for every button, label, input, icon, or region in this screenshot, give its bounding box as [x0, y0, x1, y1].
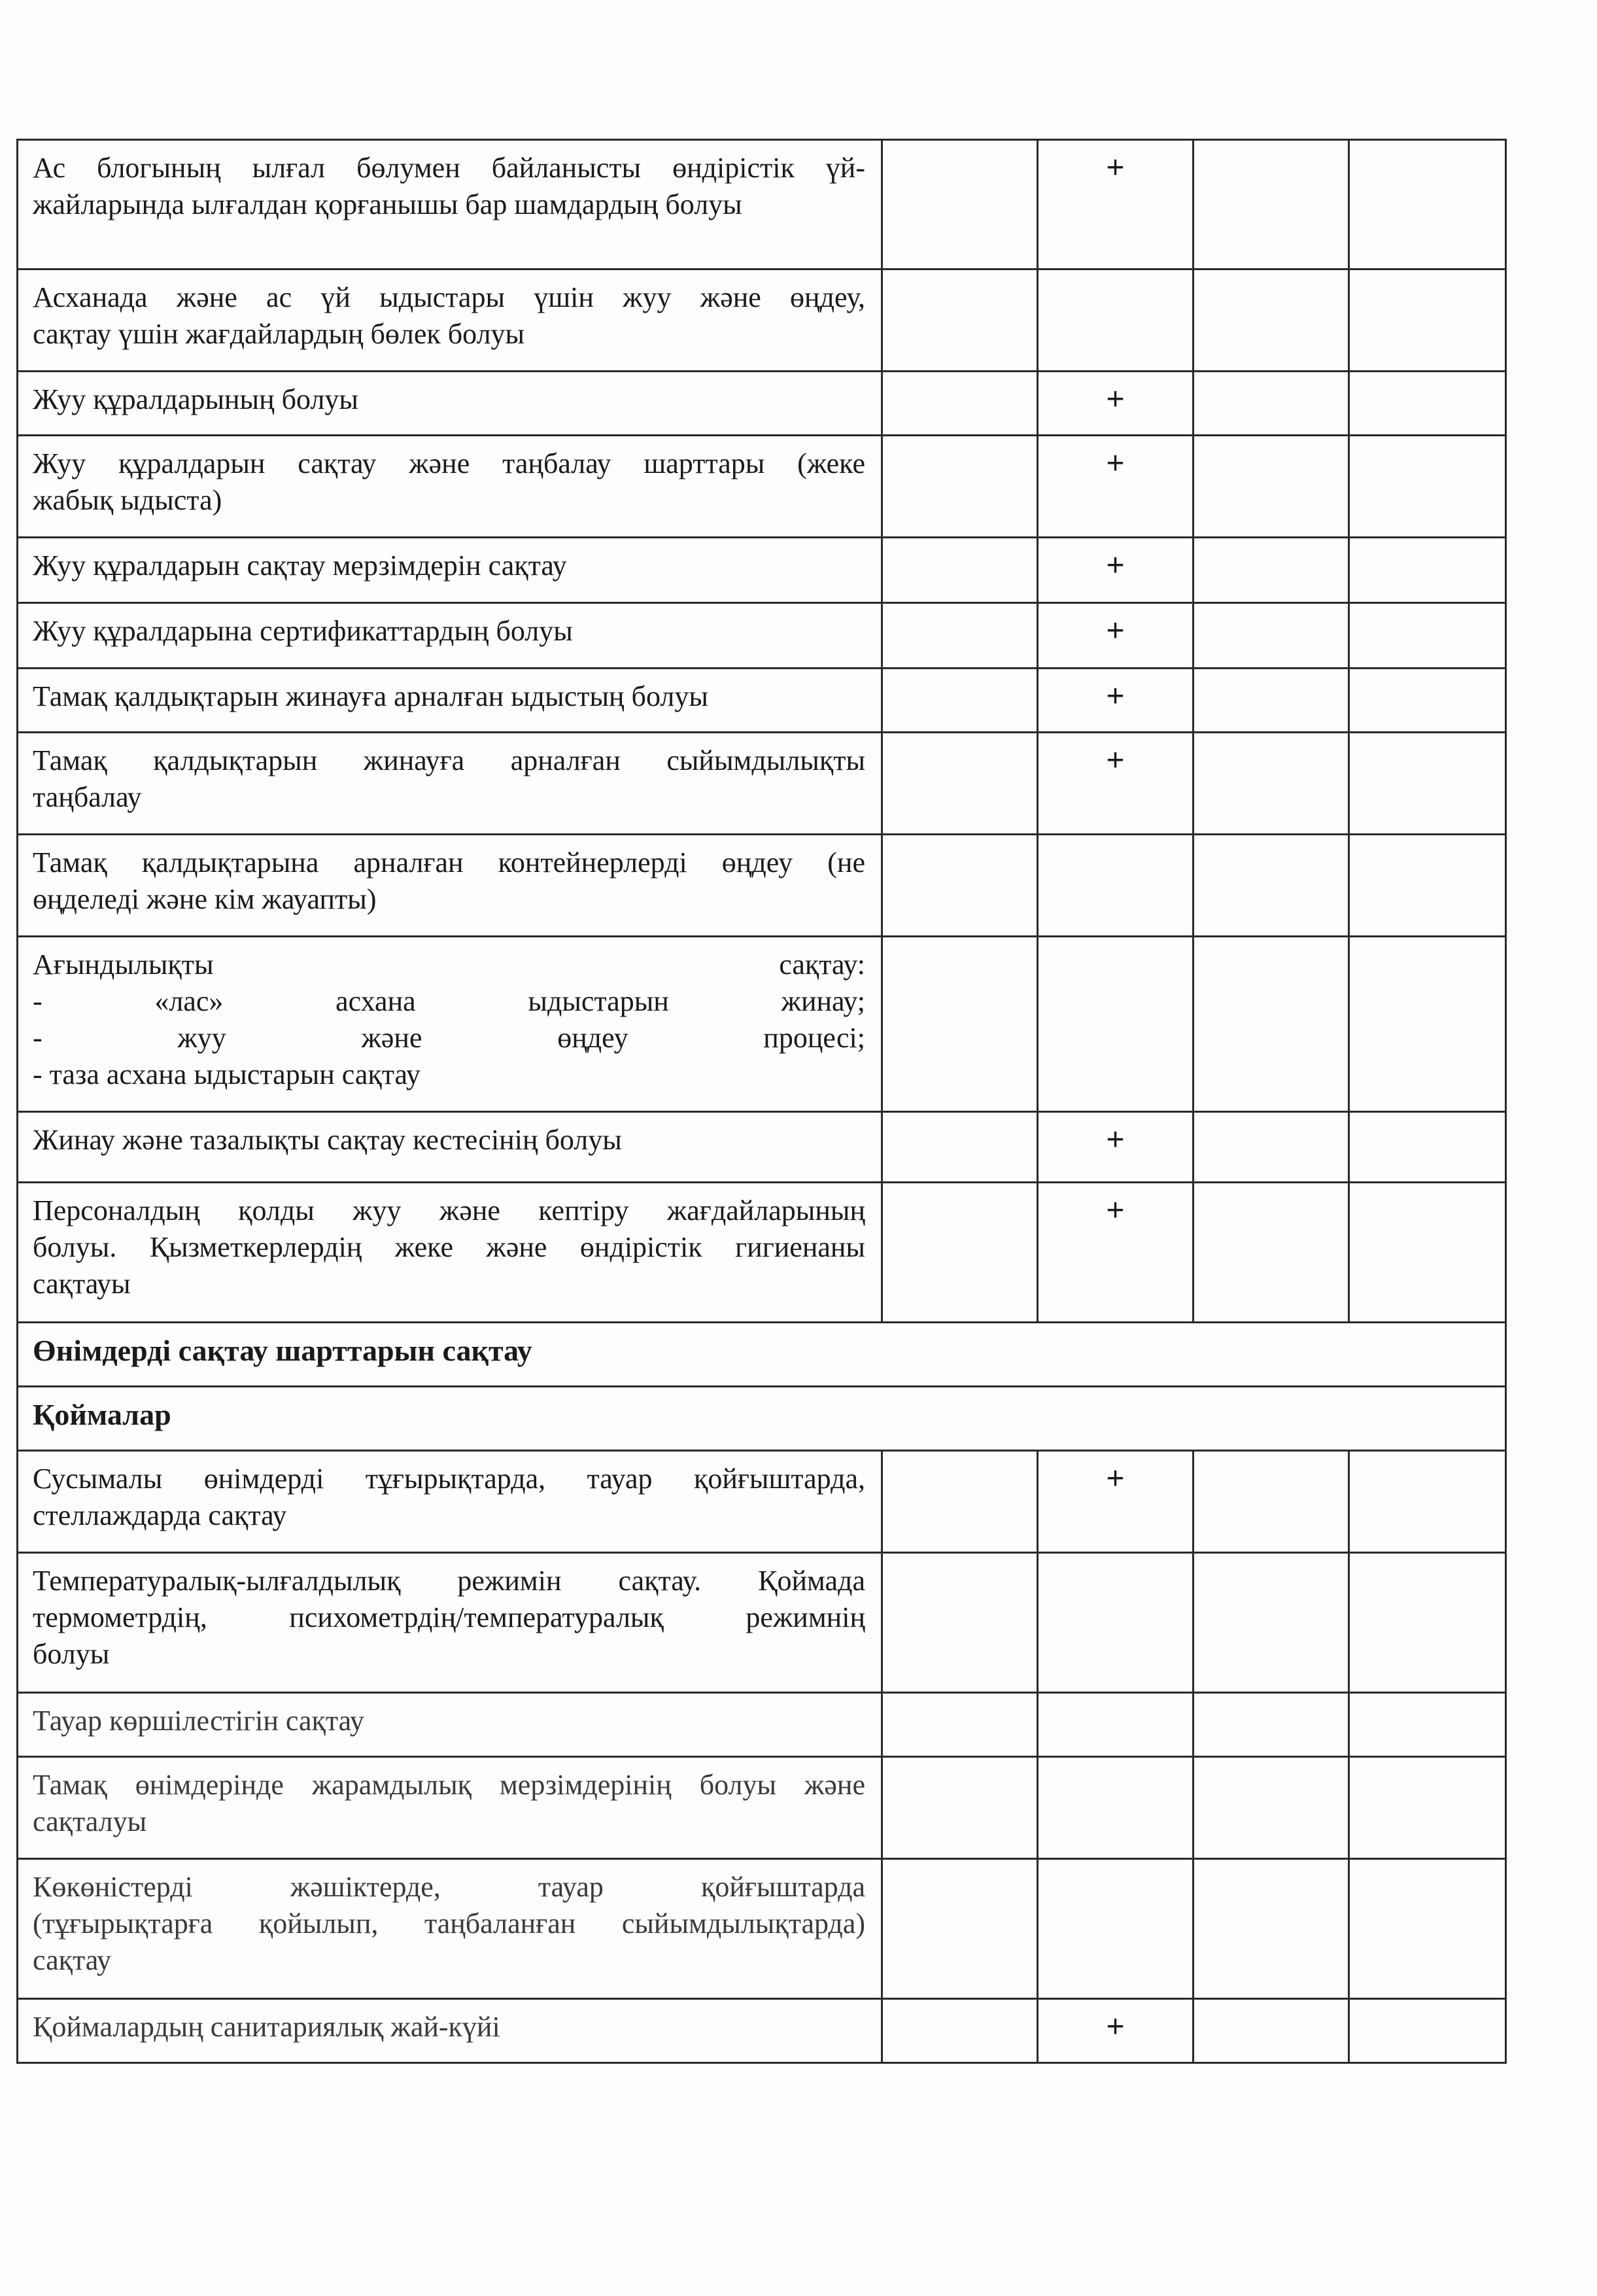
requirement-line: Жуу құралдарын сақтау және таңбалау шарттары (жеке: [33, 447, 865, 479]
requirement-line: - «лас» асхана ыдыстарын жинау;: [33, 985, 865, 1017]
mark-cell-1: [882, 270, 1038, 372]
mark-cell-1: [882, 140, 1038, 270]
mark-cell-3: [1193, 733, 1349, 835]
requirement-line: Сусымалы өнімдерді тұғырықтарда, тауар қойғыштарда,: [33, 1463, 865, 1495]
mark-cell-4: [1349, 1693, 1506, 1757]
mark-cell-4: [1349, 1999, 1506, 2063]
mark-cell-4: [1349, 1757, 1506, 1859]
mark-cell-3: [1193, 436, 1349, 538]
mark-cell-1: [882, 1999, 1038, 2063]
mark-cell-1: [882, 835, 1038, 937]
requirement-text: [18, 1999, 882, 2063]
requirement-line: Тауар көршілестігін сақтау: [33, 1705, 364, 1737]
mark-cell-1: [882, 538, 1038, 603]
mark-cell-4: [1349, 1451, 1506, 1553]
table-row: [18, 733, 1506, 835]
mark-cell-4: [1349, 937, 1506, 1112]
mark-cell-2: [1038, 1757, 1193, 1859]
mark-cell-4: [1349, 1183, 1506, 1323]
requirement-text: [18, 1112, 882, 1183]
mark-cell-1: [882, 1112, 1038, 1183]
mark-cell-1: [882, 669, 1038, 733]
requirement-line: өңделеді және кім жауапты): [33, 883, 377, 915]
requirement-text: [18, 270, 882, 372]
mark-cell-3: [1193, 1183, 1349, 1323]
mark-cell-2: +: [1038, 1183, 1193, 1323]
mark-cell-3: [1193, 835, 1349, 937]
requirement-line: Тамақ өнімдерінде жарамдылық мерзімдерінің болуы және: [33, 1769, 865, 1801]
mark-cell-1: [882, 1183, 1038, 1323]
requirement-line: термометрдің, психометрдің/температуралық режимнің: [33, 1601, 865, 1633]
requirement-text: [18, 1183, 882, 1323]
mark-cell-4: [1349, 140, 1506, 270]
table-row: [18, 372, 1506, 436]
requirement-line: сақталуы: [33, 1805, 147, 1837]
mark-cell-3: [1193, 669, 1349, 733]
table-row: [18, 1451, 1506, 1553]
requirement-line: сақтау үшін жағдайлардың бөлек болуы: [33, 318, 525, 350]
table-row: [18, 603, 1506, 669]
mark-cell-4: [1349, 436, 1506, 538]
requirement-line: Жуу құралдарына сертификаттардың болуы: [33, 615, 573, 647]
mark-cell-4: [1349, 835, 1506, 937]
mark-cell-1: [882, 1553, 1038, 1693]
mark-cell-2: +: [1038, 436, 1193, 538]
requirement-line: Қоймалардың санитариялық жай-күйі: [33, 2011, 500, 2043]
requirement-line: Тамақ қалдықтарына арналған контейнерлерді өңдеу (не: [33, 846, 865, 878]
requirement-line: Жинау және тазалықты сақтау кестесінің болуы: [33, 1124, 622, 1156]
mark-cell-4: [1349, 669, 1506, 733]
section-row: [18, 1323, 1506, 1387]
table-row: [18, 140, 1506, 270]
mark-cell-3: [1193, 538, 1349, 603]
mark-cell-4: [1349, 1553, 1506, 1693]
mark-cell-3: [1193, 372, 1349, 436]
mark-cell-3: [1193, 1859, 1349, 1999]
table-row: [18, 1112, 1506, 1183]
mark-cell-2: +: [1038, 140, 1193, 270]
requirement-text: [18, 1757, 882, 1859]
mark-cell-1: [882, 1451, 1038, 1553]
requirement-line: Ас блогының ылғал бөлумен байланысты өндірістік үй-: [33, 152, 865, 184]
mark-cell-2: +: [1038, 733, 1193, 835]
requirement-line: - таза асхана ыдыстарын сақтау: [33, 1058, 421, 1090]
requirement-line: стеллаждарда сақтау: [33, 1499, 287, 1531]
requirement-line: Персоналдың қолды жуу және кептіру жағдайларының: [33, 1194, 865, 1226]
requirement-text: [18, 937, 882, 1112]
table-row: [18, 1553, 1506, 1693]
table-row: [18, 1757, 1506, 1859]
table-row: [18, 436, 1506, 538]
requirement-text: [18, 669, 882, 733]
requirement-line: Ағындылықты сақтау:: [33, 948, 865, 981]
requirement-text: [18, 538, 882, 603]
mark-cell-1: [882, 1859, 1038, 1999]
requirement-line: жайларында ылғалдан қорғанышы бар шамдардың болуы: [33, 188, 742, 220]
mark-cell-4: [1349, 1112, 1506, 1183]
table-row: [18, 1999, 1506, 2063]
requirement-line: сақтау: [33, 1944, 112, 1976]
mark-cell-4: [1349, 538, 1506, 603]
requirement-line: Тамақ қалдықтарын жинауға арналған сыйымдылықты: [33, 744, 865, 776]
mark-cell-2: +: [1038, 1451, 1193, 1553]
requirement-text: [18, 436, 882, 538]
mark-cell-2: [1038, 1553, 1193, 1693]
mark-cell-1: [882, 937, 1038, 1112]
mark-cell-3: [1193, 603, 1349, 669]
requirement-line: болуы. Қызметкерлердің жеке және өндірістік гигиенаны: [33, 1231, 865, 1263]
mark-cell-4: [1349, 1859, 1506, 1999]
checklist-table: [16, 139, 1507, 2064]
mark-cell-2: [1038, 1693, 1193, 1757]
requirement-text: [18, 140, 882, 270]
mark-cell-2: +: [1038, 372, 1193, 436]
mark-cell-1: [882, 1757, 1038, 1859]
mark-cell-3: [1193, 937, 1349, 1112]
requirement-text: [18, 1859, 882, 1999]
requirement-text: [18, 1553, 882, 1693]
mark-cell-2: [1038, 1859, 1193, 1999]
requirement-line: Жуу құралдарының болуы: [33, 383, 358, 415]
section-heading: Қоймалар: [18, 1387, 1506, 1451]
mark-cell-1: [882, 1693, 1038, 1757]
mark-cell-4: [1349, 733, 1506, 835]
table-row: [18, 835, 1506, 937]
section-heading: Өнімдерді сақтау шарттарын сақтау: [18, 1323, 1506, 1387]
requirement-text: [18, 372, 882, 436]
requirement-line: - жуу және өңдеу процесі;: [33, 1022, 865, 1054]
requirement-line: таңбалау: [33, 781, 142, 813]
section-row: [18, 1387, 1506, 1451]
mark-cell-4: [1349, 270, 1506, 372]
requirement-line: жабық ыдыста): [33, 484, 222, 516]
mark-cell-3: [1193, 1693, 1349, 1757]
mark-cell-3: [1193, 1757, 1349, 1859]
table-row: [18, 1183, 1506, 1323]
requirement-text: [18, 1693, 882, 1757]
mark-cell-3: [1193, 1112, 1349, 1183]
mark-cell-3: [1193, 270, 1349, 372]
requirement-text: [18, 1451, 882, 1553]
mark-cell-3: [1193, 1999, 1349, 2063]
mark-cell-3: [1193, 140, 1349, 270]
requirement-line: Асханада және ас үй ыдыстары үшін жуу және өңдеу,: [33, 281, 865, 313]
requirement-line: Температуралық-ылғалдылық режимін сақтау. Қоймада: [33, 1565, 865, 1597]
mark-cell-2: +: [1038, 538, 1193, 603]
mark-cell-2: [1038, 835, 1193, 937]
mark-cell-1: [882, 436, 1038, 538]
requirement-line: (тұғырықтарға қойылып, таңбаланған сыйымдылықтарда): [33, 1907, 865, 1939]
mark-cell-1: [882, 372, 1038, 436]
table-row: [18, 538, 1506, 603]
mark-cell-1: [882, 603, 1038, 669]
mark-cell-2: +: [1038, 669, 1193, 733]
mark-cell-1: [882, 733, 1038, 835]
requirement-text: [18, 733, 882, 835]
requirement-line: Тамақ қалдықтарын жинауға арналған ыдыстың болуы: [33, 680, 708, 712]
requirement-line: сақтауы: [33, 1268, 131, 1300]
mark-cell-2: [1038, 270, 1193, 372]
requirement-line: болуы: [33, 1638, 110, 1670]
mark-cell-3: [1193, 1451, 1349, 1553]
mark-cell-2: [1038, 937, 1193, 1112]
requirement-line: Көкөністерді жәшіктерде, тауар қойғыштарда: [33, 1871, 865, 1903]
table-row: [18, 1693, 1506, 1757]
table-row: [18, 937, 1506, 1112]
requirement-text: [18, 603, 882, 669]
mark-cell-2: +: [1038, 1999, 1193, 2063]
mark-cell-4: [1349, 603, 1506, 669]
table-row: [18, 669, 1506, 733]
mark-cell-2: +: [1038, 603, 1193, 669]
mark-cell-2: +: [1038, 1112, 1193, 1183]
requirement-text: [18, 835, 882, 937]
mark-cell-4: [1349, 372, 1506, 436]
mark-cell-3: [1193, 1553, 1349, 1693]
table-row: [18, 270, 1506, 372]
table-row: [18, 1859, 1506, 1999]
requirement-line: Жуу құралдарын сақтау мерзімдерін сақтау: [33, 549, 567, 582]
